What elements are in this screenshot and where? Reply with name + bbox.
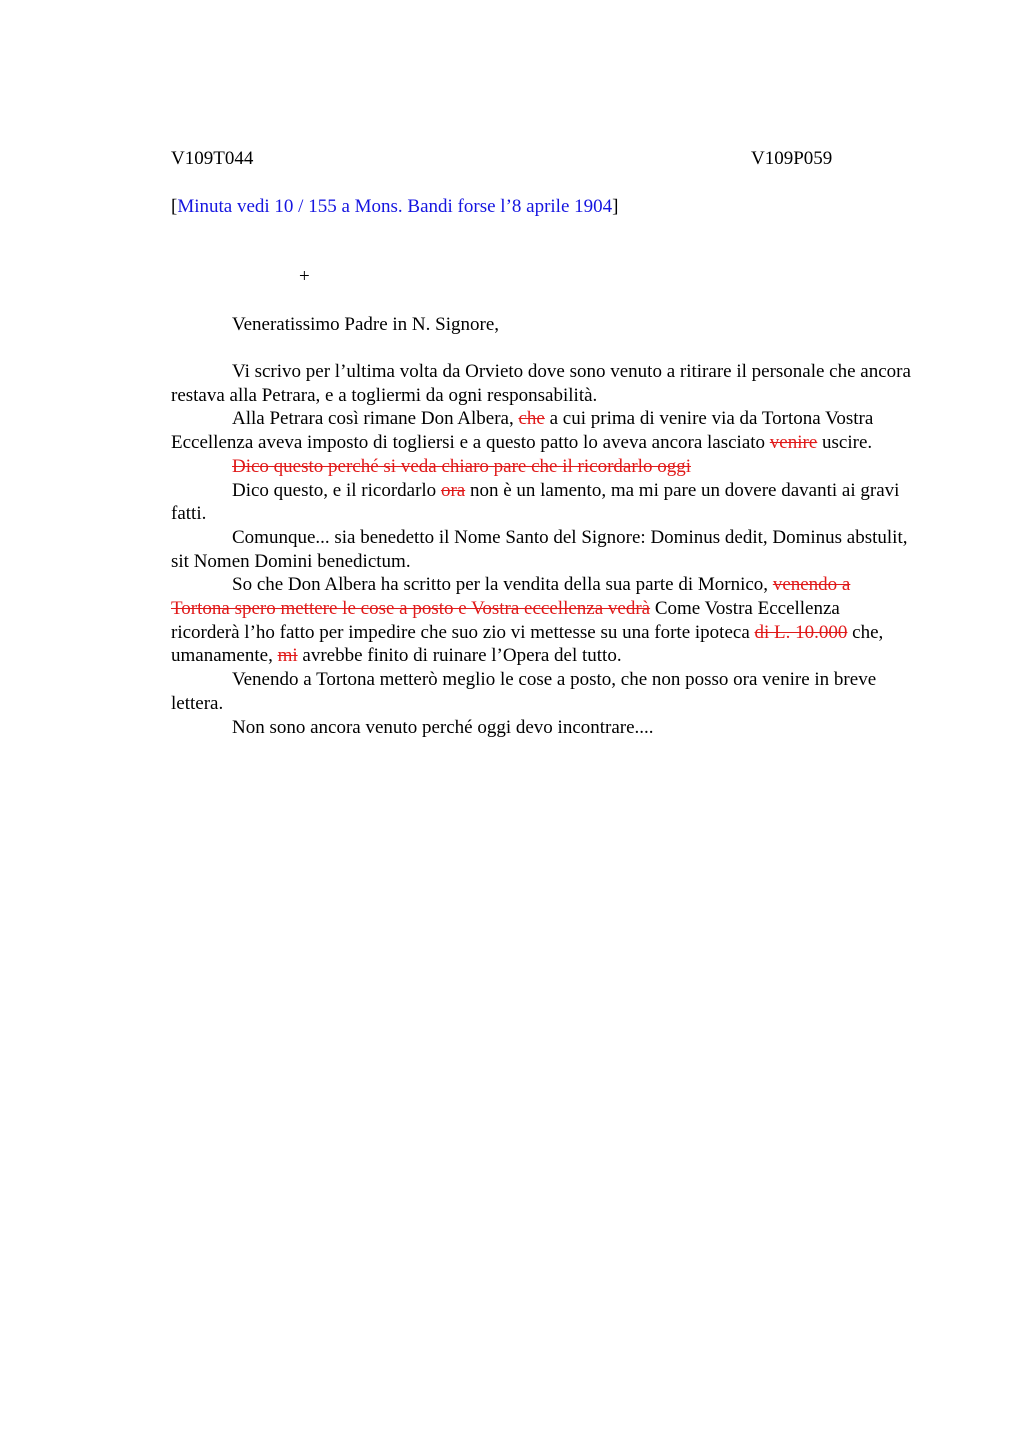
paragraph-7 <box>171 668 913 715</box>
text-run: Vi scrivo per l’ultima volta da Orvieto dove sono venuto a ritirare il personale che ancora restava alla Petrara, e a togliermi da ogni responsabilità. <box>171 361 911 406</box>
note-close-bracket: ] <box>612 196 619 217</box>
deleted-text: venire <box>769 432 818 454</box>
paragraph-1 <box>171 360 913 407</box>
salutation: Veneratissimo Padre in N. Signore, <box>232 314 500 335</box>
text-run: Alla Petrara così rimane Don Albera, <box>232 408 519 430</box>
archive-code-right: V109P059 <box>751 148 833 169</box>
paragraph-6 <box>171 573 913 668</box>
editorial-note <box>171 195 618 219</box>
text-run: a cui prima di venire via da Tortona Vostra Eccellenza aveva imposto di togliersi e a questo patto lo aveva ancora lasciato <box>171 408 874 454</box>
deleted-text: mi <box>277 645 298 667</box>
deleted-text: ora <box>440 479 466 501</box>
paragraph-8 <box>171 716 913 740</box>
text-run: non è un lamento, ma mi pare un dovere davanti ai gravi fatti. <box>171 479 900 525</box>
note-open-bracket: [ <box>171 196 178 217</box>
text-run: Dico questo, e il ricordarlo <box>232 479 441 501</box>
letter-body <box>171 360 913 739</box>
text-run: avrebbe finito di ruinare l’Opera del tutto. <box>297 645 622 667</box>
paragraph-5 <box>171 526 913 573</box>
archive-code-left: V109T044 <box>171 148 254 169</box>
deleted-text: Dico questo perché si veda chiaro pare che il ricordarlo oggi <box>232 455 691 477</box>
deleted-text: di L. 10.000 <box>754 621 848 643</box>
text-run: Venendo a Tortona metterò meglio le cose a posto, che non posso ora venire in breve lettera. <box>171 669 877 714</box>
text-run: Comunque... sia benedetto il Nome Santo del Signore: Dominus dedit, Dominus abstulit, sit Nomen Domini benedictum. <box>171 526 908 572</box>
deleted-text: che <box>518 408 545 430</box>
text-run: che, umanamente, <box>171 621 884 667</box>
paragraph-3 <box>171 455 913 479</box>
note-text: Minuta vedi 10 / 155 a Mons. Bandi forse l’8 aprile 1904 <box>177 196 613 217</box>
paragraph-2 <box>171 407 913 454</box>
paragraph-4 <box>171 479 913 526</box>
cross-symbol: + <box>299 266 310 287</box>
text-run: uscire. <box>817 432 873 454</box>
deleted-text: venendo a Tortona spero mettere le cose a posto e Vostra eccellenza vedrà <box>171 574 851 620</box>
text-run: So che Don Albera ha scritto per la vendita della sua parte di Mornico, <box>232 574 773 596</box>
text-run: Non sono ancora venuto perché oggi devo incontrare.... <box>232 716 654 738</box>
text-run: Come Vostra Eccellenza ricorderà l’ho fatto per impedire che suo zio vi mettesse su una forte ipoteca <box>171 598 840 643</box>
